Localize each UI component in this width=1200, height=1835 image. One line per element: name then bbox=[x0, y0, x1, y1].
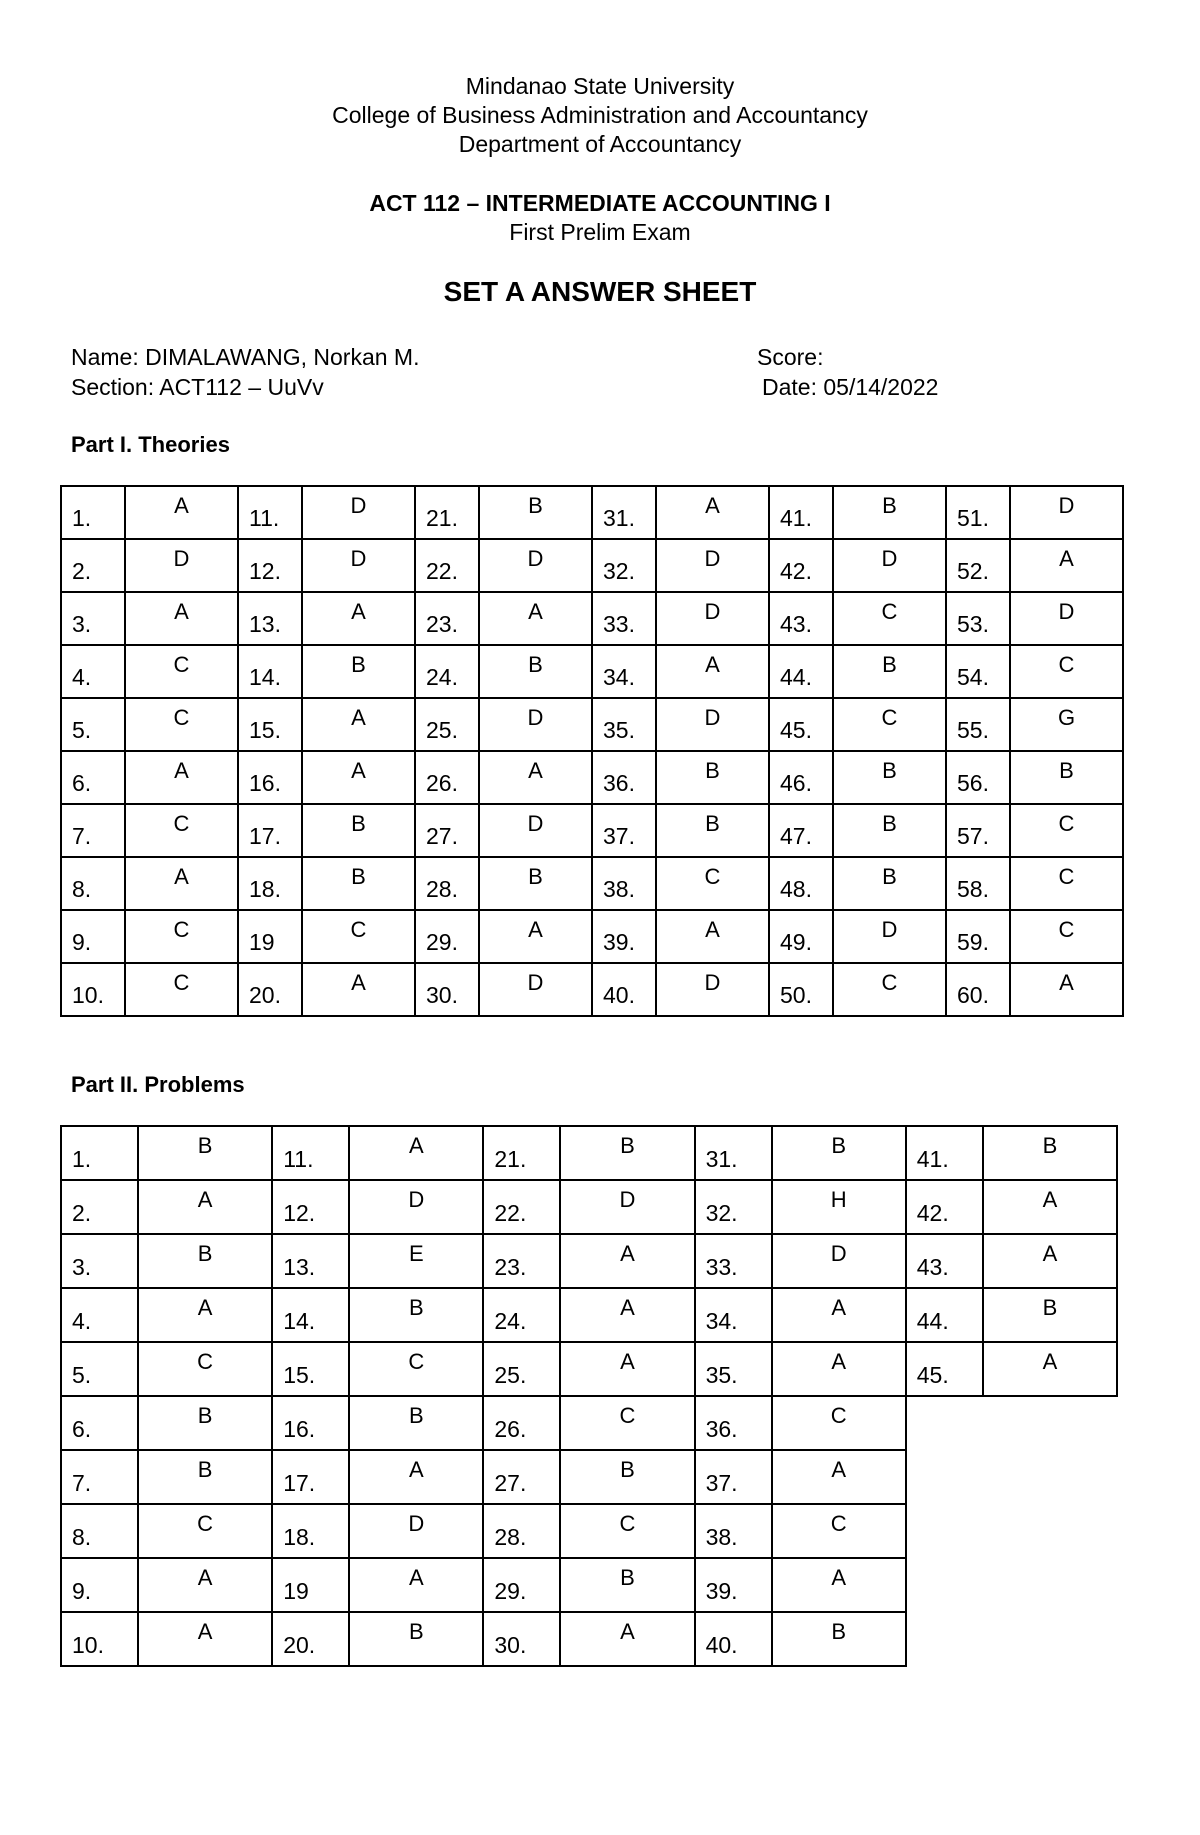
item-number: 50. bbox=[769, 963, 833, 1016]
item-answer: B bbox=[302, 804, 415, 857]
table-row bbox=[61, 1342, 1117, 1396]
item-number: 53. bbox=[946, 592, 1010, 645]
item-number: 26. bbox=[415, 751, 479, 804]
item-number: 17. bbox=[238, 804, 302, 857]
item-answer: D bbox=[656, 963, 769, 1016]
item-number: 29. bbox=[415, 910, 479, 963]
item-answer: C bbox=[1010, 857, 1123, 910]
table-row bbox=[61, 645, 1123, 698]
item-answer: D bbox=[1010, 486, 1123, 539]
empty-cell bbox=[983, 1612, 1117, 1666]
item-answer: A bbox=[479, 910, 592, 963]
item-answer: A bbox=[138, 1288, 272, 1342]
item-number: 41. bbox=[769, 486, 833, 539]
set-title: SET A ANSWER SHEET bbox=[443, 276, 757, 307]
item-answer: A bbox=[125, 486, 238, 539]
item-number: 28. bbox=[415, 857, 479, 910]
item-answer: C bbox=[302, 910, 415, 963]
part1-answer-table bbox=[60, 485, 1124, 1017]
item-number: 22. bbox=[415, 539, 479, 592]
empty-cell bbox=[906, 1450, 983, 1504]
table-row bbox=[61, 1126, 1117, 1180]
item-answer: B bbox=[833, 804, 946, 857]
item-number: 3. bbox=[61, 592, 125, 645]
item-answer: D bbox=[349, 1180, 483, 1234]
item-number: 4. bbox=[61, 1288, 138, 1342]
item-number: 19 bbox=[272, 1558, 349, 1612]
item-number: 16. bbox=[238, 751, 302, 804]
table-row bbox=[61, 592, 1123, 645]
item-number: 47. bbox=[769, 804, 833, 857]
item-answer: B bbox=[772, 1126, 906, 1180]
item-answer: C bbox=[1010, 804, 1123, 857]
item-answer: A bbox=[656, 910, 769, 963]
item-number: 43. bbox=[769, 592, 833, 645]
item-number: 14. bbox=[238, 645, 302, 698]
item-answer: A bbox=[302, 592, 415, 645]
item-answer: C bbox=[1010, 645, 1123, 698]
item-answer: A bbox=[302, 751, 415, 804]
item-answer: B bbox=[983, 1288, 1117, 1342]
item-answer: G bbox=[1010, 698, 1123, 751]
item-answer: H bbox=[772, 1180, 906, 1234]
item-answer: D bbox=[656, 592, 769, 645]
item-number: 32. bbox=[592, 539, 656, 592]
item-number: 5. bbox=[61, 698, 125, 751]
item-answer: B bbox=[833, 645, 946, 698]
table-row bbox=[61, 804, 1123, 857]
item-answer: B bbox=[656, 804, 769, 857]
item-answer: C bbox=[349, 1342, 483, 1396]
university-name: Mindanao State University bbox=[465, 73, 735, 99]
item-answer: B bbox=[656, 751, 769, 804]
item-number: 16. bbox=[272, 1396, 349, 1450]
item-answer: A bbox=[138, 1558, 272, 1612]
item-number: 49. bbox=[769, 910, 833, 963]
item-answer: B bbox=[560, 1126, 694, 1180]
item-number: 22. bbox=[483, 1180, 560, 1234]
item-number: 12. bbox=[272, 1180, 349, 1234]
item-number: 42. bbox=[769, 539, 833, 592]
item-answer: A bbox=[125, 592, 238, 645]
item-number: 2. bbox=[61, 539, 125, 592]
college-name: College of Business Administration and Accountancy bbox=[332, 102, 868, 128]
item-number: 8. bbox=[61, 857, 125, 910]
empty-cell bbox=[906, 1558, 983, 1612]
item-number: 23. bbox=[483, 1234, 560, 1288]
table-row bbox=[61, 1504, 1117, 1558]
table-row bbox=[61, 857, 1123, 910]
item-answer: C bbox=[772, 1504, 906, 1558]
table-row bbox=[61, 910, 1123, 963]
table-row bbox=[61, 751, 1123, 804]
item-answer: D bbox=[479, 804, 592, 857]
table-row bbox=[61, 486, 1123, 539]
item-number: 3. bbox=[61, 1234, 138, 1288]
item-number: 42. bbox=[906, 1180, 983, 1234]
item-answer: C bbox=[138, 1342, 272, 1396]
item-number: 54. bbox=[946, 645, 1010, 698]
item-answer: B bbox=[138, 1234, 272, 1288]
item-number: 11. bbox=[272, 1126, 349, 1180]
empty-cell bbox=[983, 1504, 1117, 1558]
item-answer: A bbox=[983, 1180, 1117, 1234]
item-number: 43. bbox=[906, 1234, 983, 1288]
item-number: 14. bbox=[272, 1288, 349, 1342]
item-answer: A bbox=[560, 1612, 694, 1666]
item-number: 7. bbox=[61, 804, 125, 857]
item-answer: D bbox=[833, 910, 946, 963]
item-number: 1. bbox=[61, 1126, 138, 1180]
item-answer: A bbox=[656, 486, 769, 539]
item-number: 29. bbox=[483, 1558, 560, 1612]
table-row bbox=[61, 1234, 1117, 1288]
item-answer: B bbox=[479, 645, 592, 698]
item-answer: A bbox=[983, 1234, 1117, 1288]
item-number: 41. bbox=[906, 1126, 983, 1180]
item-number: 34. bbox=[592, 645, 656, 698]
item-answer: A bbox=[772, 1450, 906, 1504]
item-number: 9. bbox=[61, 1558, 138, 1612]
item-answer: C bbox=[125, 963, 238, 1016]
item-number: 60. bbox=[946, 963, 1010, 1016]
item-answer: A bbox=[138, 1180, 272, 1234]
item-number: 27. bbox=[415, 804, 479, 857]
item-answer: A bbox=[772, 1288, 906, 1342]
item-answer: B bbox=[302, 857, 415, 910]
item-number: 35. bbox=[592, 698, 656, 751]
item-number: 19 bbox=[238, 910, 302, 963]
item-answer: E bbox=[349, 1234, 483, 1288]
item-number: 2. bbox=[61, 1180, 138, 1234]
table-row bbox=[61, 539, 1123, 592]
item-number: 31. bbox=[592, 486, 656, 539]
item-answer: A bbox=[560, 1234, 694, 1288]
item-number: 21. bbox=[483, 1126, 560, 1180]
score-field: Score: bbox=[757, 344, 824, 370]
item-answer: B bbox=[833, 857, 946, 910]
student-section: Section: ACT112 – UuVv bbox=[71, 374, 324, 400]
item-number: 10. bbox=[61, 1612, 138, 1666]
item-number: 33. bbox=[695, 1234, 772, 1288]
item-answer: A bbox=[349, 1450, 483, 1504]
item-number: 36. bbox=[695, 1396, 772, 1450]
item-number: 48. bbox=[769, 857, 833, 910]
item-answer: C bbox=[125, 645, 238, 698]
exam-title: First Prelim Exam bbox=[509, 219, 691, 245]
item-number: 13. bbox=[238, 592, 302, 645]
item-number: 56. bbox=[946, 751, 1010, 804]
item-answer: A bbox=[349, 1558, 483, 1612]
item-number: 20. bbox=[238, 963, 302, 1016]
item-number: 24. bbox=[483, 1288, 560, 1342]
item-number: 13. bbox=[272, 1234, 349, 1288]
item-answer: C bbox=[656, 857, 769, 910]
item-answer: B bbox=[479, 486, 592, 539]
item-number: 58. bbox=[946, 857, 1010, 910]
item-number: 35. bbox=[695, 1342, 772, 1396]
item-answer: C bbox=[560, 1396, 694, 1450]
item-number: 34. bbox=[695, 1288, 772, 1342]
item-number: 25. bbox=[415, 698, 479, 751]
item-answer: C bbox=[772, 1396, 906, 1450]
item-answer: A bbox=[125, 751, 238, 804]
item-number: 52. bbox=[946, 539, 1010, 592]
item-answer: C bbox=[125, 804, 238, 857]
item-number: 57. bbox=[946, 804, 1010, 857]
item-answer: C bbox=[125, 698, 238, 751]
item-number: 15. bbox=[238, 698, 302, 751]
item-answer: A bbox=[772, 1558, 906, 1612]
item-answer: C bbox=[138, 1504, 272, 1558]
item-answer: D bbox=[479, 698, 592, 751]
item-number: 40. bbox=[695, 1612, 772, 1666]
item-number: 31. bbox=[695, 1126, 772, 1180]
item-answer: B bbox=[479, 857, 592, 910]
item-answer: D bbox=[349, 1504, 483, 1558]
item-answer: B bbox=[1010, 751, 1123, 804]
item-answer: A bbox=[560, 1288, 694, 1342]
item-answer: A bbox=[560, 1342, 694, 1396]
table-row bbox=[61, 1288, 1117, 1342]
item-number: 37. bbox=[695, 1450, 772, 1504]
item-number: 17. bbox=[272, 1450, 349, 1504]
item-answer: A bbox=[1010, 963, 1123, 1016]
item-number: 9. bbox=[61, 910, 125, 963]
item-answer: D bbox=[560, 1180, 694, 1234]
item-number: 25. bbox=[483, 1342, 560, 1396]
item-number: 40. bbox=[592, 963, 656, 1016]
item-answer: C bbox=[1010, 910, 1123, 963]
item-answer: D bbox=[656, 539, 769, 592]
table-row bbox=[61, 1180, 1117, 1234]
item-answer: D bbox=[302, 539, 415, 592]
item-answer: A bbox=[479, 751, 592, 804]
item-answer: C bbox=[833, 698, 946, 751]
item-number: 7. bbox=[61, 1450, 138, 1504]
item-answer: D bbox=[833, 539, 946, 592]
item-answer: A bbox=[138, 1612, 272, 1666]
item-answer: A bbox=[772, 1342, 906, 1396]
item-number: 18. bbox=[272, 1504, 349, 1558]
item-number: 37. bbox=[592, 804, 656, 857]
part2-title: Part II. Problems bbox=[71, 1072, 245, 1097]
item-number: 18. bbox=[238, 857, 302, 910]
item-answer: C bbox=[833, 963, 946, 1016]
item-number: 6. bbox=[61, 1396, 138, 1450]
item-answer: B bbox=[138, 1126, 272, 1180]
item-answer: B bbox=[349, 1288, 483, 1342]
empty-cell bbox=[906, 1396, 983, 1450]
item-answer: C bbox=[560, 1504, 694, 1558]
item-number: 12. bbox=[238, 539, 302, 592]
exam-date: Date: 05/14/2022 bbox=[762, 374, 939, 400]
item-answer: D bbox=[1010, 592, 1123, 645]
item-number: 36. bbox=[592, 751, 656, 804]
item-number: 26. bbox=[483, 1396, 560, 1450]
item-number: 39. bbox=[695, 1558, 772, 1612]
item-number: 5. bbox=[61, 1342, 138, 1396]
item-answer: A bbox=[479, 592, 592, 645]
item-number: 45. bbox=[769, 698, 833, 751]
item-answer: A bbox=[302, 963, 415, 1016]
item-answer: B bbox=[349, 1612, 483, 1666]
item-number: 33. bbox=[592, 592, 656, 645]
item-number: 39. bbox=[592, 910, 656, 963]
table-row bbox=[61, 1558, 1117, 1612]
item-answer: A bbox=[349, 1126, 483, 1180]
item-number: 30. bbox=[483, 1612, 560, 1666]
course-title: ACT 112 – INTERMEDIATE ACCOUNTING I bbox=[369, 190, 831, 216]
item-answer: A bbox=[125, 857, 238, 910]
item-number: 32. bbox=[695, 1180, 772, 1234]
item-number: 24. bbox=[415, 645, 479, 698]
item-number: 21. bbox=[415, 486, 479, 539]
item-number: 59. bbox=[946, 910, 1010, 963]
item-number: 51. bbox=[946, 486, 1010, 539]
item-answer: B bbox=[833, 486, 946, 539]
table-row bbox=[61, 1396, 1117, 1450]
item-number: 4. bbox=[61, 645, 125, 698]
item-number: 30. bbox=[415, 963, 479, 1016]
item-number: 1. bbox=[61, 486, 125, 539]
item-answer: A bbox=[983, 1342, 1117, 1396]
empty-cell bbox=[983, 1450, 1117, 1504]
table-row bbox=[61, 1612, 1117, 1666]
item-answer: B bbox=[560, 1450, 694, 1504]
item-number: 27. bbox=[483, 1450, 560, 1504]
empty-cell bbox=[906, 1504, 983, 1558]
item-number: 15. bbox=[272, 1342, 349, 1396]
item-answer: A bbox=[302, 698, 415, 751]
item-number: 46. bbox=[769, 751, 833, 804]
item-answer: B bbox=[772, 1612, 906, 1666]
item-number: 20. bbox=[272, 1612, 349, 1666]
empty-cell bbox=[983, 1396, 1117, 1450]
item-answer: D bbox=[125, 539, 238, 592]
empty-cell bbox=[906, 1612, 983, 1666]
part1-title: Part I. Theories bbox=[71, 432, 230, 457]
item-number: 44. bbox=[769, 645, 833, 698]
item-number: 45. bbox=[906, 1342, 983, 1396]
item-number: 44. bbox=[906, 1288, 983, 1342]
item-answer: B bbox=[983, 1126, 1117, 1180]
item-answer: A bbox=[656, 645, 769, 698]
item-answer: D bbox=[772, 1234, 906, 1288]
item-number: 38. bbox=[695, 1504, 772, 1558]
item-answer: B bbox=[833, 751, 946, 804]
item-answer: A bbox=[1010, 539, 1123, 592]
item-number: 55. bbox=[946, 698, 1010, 751]
table-row bbox=[61, 1450, 1117, 1504]
item-answer: B bbox=[138, 1450, 272, 1504]
item-number: 23. bbox=[415, 592, 479, 645]
item-number: 8. bbox=[61, 1504, 138, 1558]
item-answer: B bbox=[560, 1558, 694, 1612]
item-number: 11. bbox=[238, 486, 302, 539]
table-row bbox=[61, 963, 1123, 1016]
table-row bbox=[61, 698, 1123, 751]
student-name: Name: DIMALAWANG, Norkan M. bbox=[71, 344, 420, 370]
item-answer: B bbox=[302, 645, 415, 698]
item-answer: C bbox=[125, 910, 238, 963]
part2-answer-table bbox=[60, 1125, 1118, 1667]
item-answer: B bbox=[138, 1396, 272, 1450]
department-name: Department of Accountancy bbox=[458, 131, 742, 157]
item-number: 38. bbox=[592, 857, 656, 910]
item-number: 6. bbox=[61, 751, 125, 804]
item-answer: D bbox=[479, 539, 592, 592]
item-answer: B bbox=[349, 1396, 483, 1450]
item-number: 28. bbox=[483, 1504, 560, 1558]
item-answer: C bbox=[833, 592, 946, 645]
item-answer: D bbox=[656, 698, 769, 751]
item-number: 10. bbox=[61, 963, 125, 1016]
empty-cell bbox=[983, 1558, 1117, 1612]
item-answer: D bbox=[302, 486, 415, 539]
item-answer: D bbox=[479, 963, 592, 1016]
